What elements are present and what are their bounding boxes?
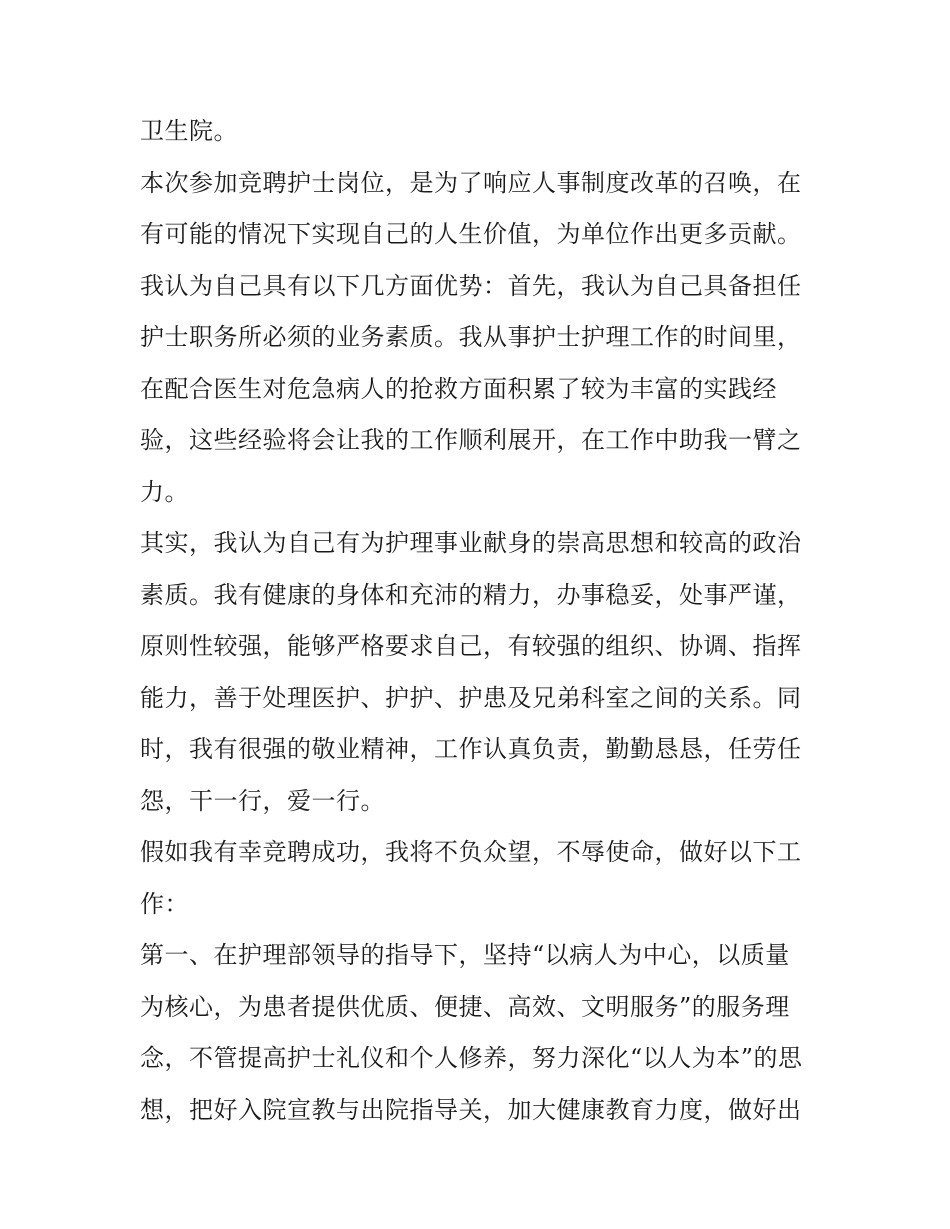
text-line: 假如我有幸竞聘成功，我将不负众望，不辱使命，做好以下工 — [140, 838, 802, 866]
text-line: 为核心，为患者提供优质、便捷、高效、文明服务”的服务理 — [140, 992, 790, 1021]
text-line: 原则性较强，能够严格要求自己，有较强的组织、协调、指挥 — [140, 632, 802, 660]
text-line: 验，这些经验将会让我的工作顺利展开，在工作中助我一臂之 — [140, 426, 802, 454]
text-line: 念，不管提高护士礼仪和个人修养，努力深化“以人为本”的思 — [140, 1044, 803, 1072]
text-line: 本次参加竞聘护士岗位，是为了响应人事制度改革的召唤，在 — [140, 168, 802, 197]
text-line: 我认为自己具有以下几方面优势：首先，我认为自己具备担任 — [140, 271, 802, 300]
text-line: 能力，善于处理医护、护护、护患及兄弟科室之间的关系。同 — [140, 683, 802, 712]
document-body — [140, 106, 820, 1136]
text-line: 力。 — [140, 477, 189, 506]
text-line: 有可能的情况下实现自己的人生价值，为单位作出更多贡献。 — [140, 220, 802, 248]
text-line: 其实，我认为自己有为护理事业献身的崇高思想和较高的政治 — [140, 529, 802, 557]
text-line: 想，把好入院宣教与出院指导关，加大健康教育力度，做好出 — [140, 1095, 802, 1124]
text-line: 第一、在护理部领导的指导下，坚持“以病人为中心，以质量 — [140, 941, 790, 969]
text-line: 在配合医生对危急病人的抢救方面积累了较为丰富的实践经 — [140, 374, 777, 403]
text-line: 护士职务所必须的业务素质。我从事护士护理工作的时间里， — [140, 323, 802, 351]
text-line: 怨，干一行，爱一行。 — [140, 786, 385, 815]
text-line: 素质。我有健康的身体和充沛的精力，办事稳妥，处事严谨， — [140, 580, 802, 609]
text-line: 卫生院。 — [140, 117, 238, 145]
text-line: 作： — [140, 889, 189, 918]
text-line: 时，我有很强的敬业精神，工作认真负责，勤勤恳恳，任劳任 — [140, 735, 802, 763]
